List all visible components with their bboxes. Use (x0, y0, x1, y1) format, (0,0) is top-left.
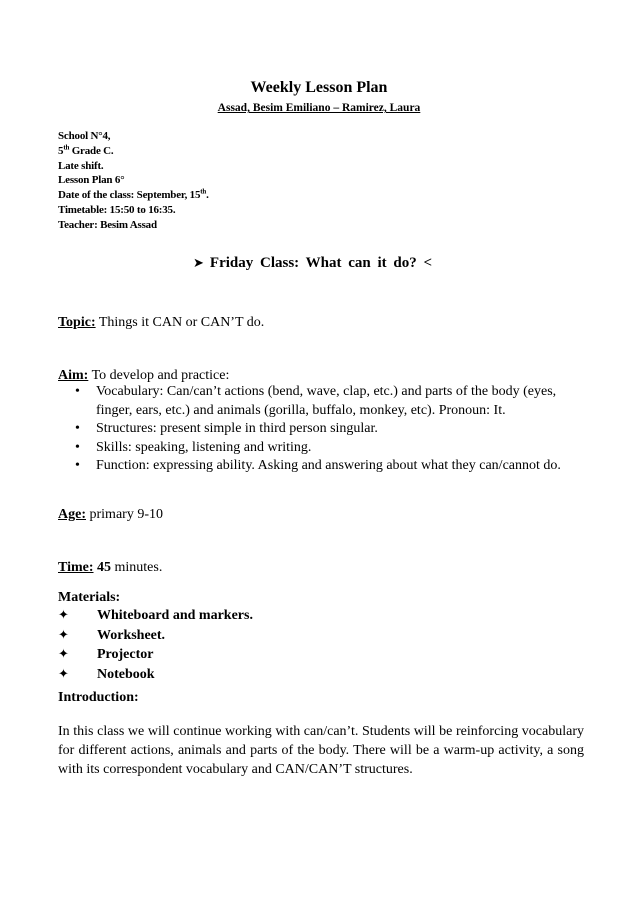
topic-section (58, 313, 264, 331)
four-point-star-icon: ✦ (58, 666, 69, 682)
class-info-block (58, 129, 209, 233)
grade-number: 5 (58, 144, 64, 157)
bullet-icon: • (75, 421, 80, 436)
list-item (58, 665, 253, 685)
material-text: Whiteboard and markers. (97, 608, 253, 623)
age-label: Age: (58, 507, 86, 522)
aim-item-text: Function: expressing ability. Asking and answering about what they can/cannot do. (96, 458, 561, 473)
materials-list (58, 606, 253, 684)
list-item (58, 439, 588, 458)
class-heading (193, 255, 432, 272)
authors-text: Assad, Besim Emiliano – Ramirez, Laura (217, 102, 421, 114)
bullet-icon: • (75, 458, 80, 473)
material-text: Worksheet. (97, 627, 166, 643)
four-point-star-icon: ✦ (58, 608, 69, 623)
bullet-icon: • (75, 439, 80, 455)
time-section (58, 558, 162, 576)
date-ordinal: th (200, 187, 207, 196)
time-value: minutes. (111, 560, 163, 575)
list-item (58, 420, 588, 439)
four-point-star-icon: ✦ (58, 647, 69, 662)
material-text: Notebook (97, 666, 155, 682)
material-text: Projector (97, 647, 154, 662)
aim-label: Aim: (58, 368, 89, 383)
date-end: . (206, 189, 209, 202)
time-label: Time: (58, 560, 94, 575)
list-item (58, 457, 588, 476)
timetable-line: Timetable: 15:50 to 16:35. (58, 203, 176, 216)
authors-line (0, 102, 638, 114)
grade-text: Grade C. (69, 144, 114, 157)
class-heading-text: Friday Class: What can it do? < (209, 255, 433, 271)
teacher-line: Teacher: Besim Assad (58, 218, 157, 231)
aim-section (58, 366, 229, 384)
list-item (58, 606, 253, 626)
time-number: 45 (93, 560, 112, 575)
topic-value: Things it CAN or CAN’T do. (95, 315, 265, 330)
bullet-icon: • (75, 384, 80, 399)
introduction-paragraph: In this class we will continue working with can/can’t. Students will be reinforcing vocabulary for different actions, animals and parts of the body. There will be a warm-up activity, a song with its correspondent vocabulary and CAN/CAN’T structures. (58, 724, 584, 777)
date-text: Date of the class: September, 15 (58, 189, 201, 202)
age-section (58, 505, 163, 523)
topic-label: Topic: (58, 315, 96, 330)
aim-item-text: Structures: present simple in third person singular. (96, 421, 378, 436)
materials-heading: Materials: (58, 590, 121, 605)
four-point-star-icon: ✦ (58, 627, 69, 643)
aim-value: To develop and practice: (88, 368, 230, 383)
document-title: Weekly Lesson Plan (250, 79, 388, 96)
school-line: School N°4, (58, 130, 111, 142)
arrow-bullet-icon: ➤ (193, 256, 204, 271)
list-item (58, 383, 588, 420)
date-line (58, 188, 209, 203)
age-value: primary 9-10 (86, 507, 163, 522)
shift-line: Late shift. (58, 159, 104, 172)
list-item (58, 626, 253, 646)
aim-item-text: Vocabulary: Can/can’t actions (bend, wave, clap, etc.) and parts of the body (eyes, finger, ears, etc.) and animals (gorilla, buffalo, monkey, etc). Pronoun: It. (96, 384, 557, 418)
lesson-plan-line: Lesson Plan 6° (58, 174, 125, 187)
aim-list (58, 383, 588, 476)
grade-ordinal: th (63, 143, 70, 152)
grade-line (58, 144, 209, 159)
list-item (58, 645, 253, 665)
introduction-heading: Introduction: (58, 690, 139, 705)
aim-item-text: Skills: speaking, listening and writing. (96, 439, 312, 455)
